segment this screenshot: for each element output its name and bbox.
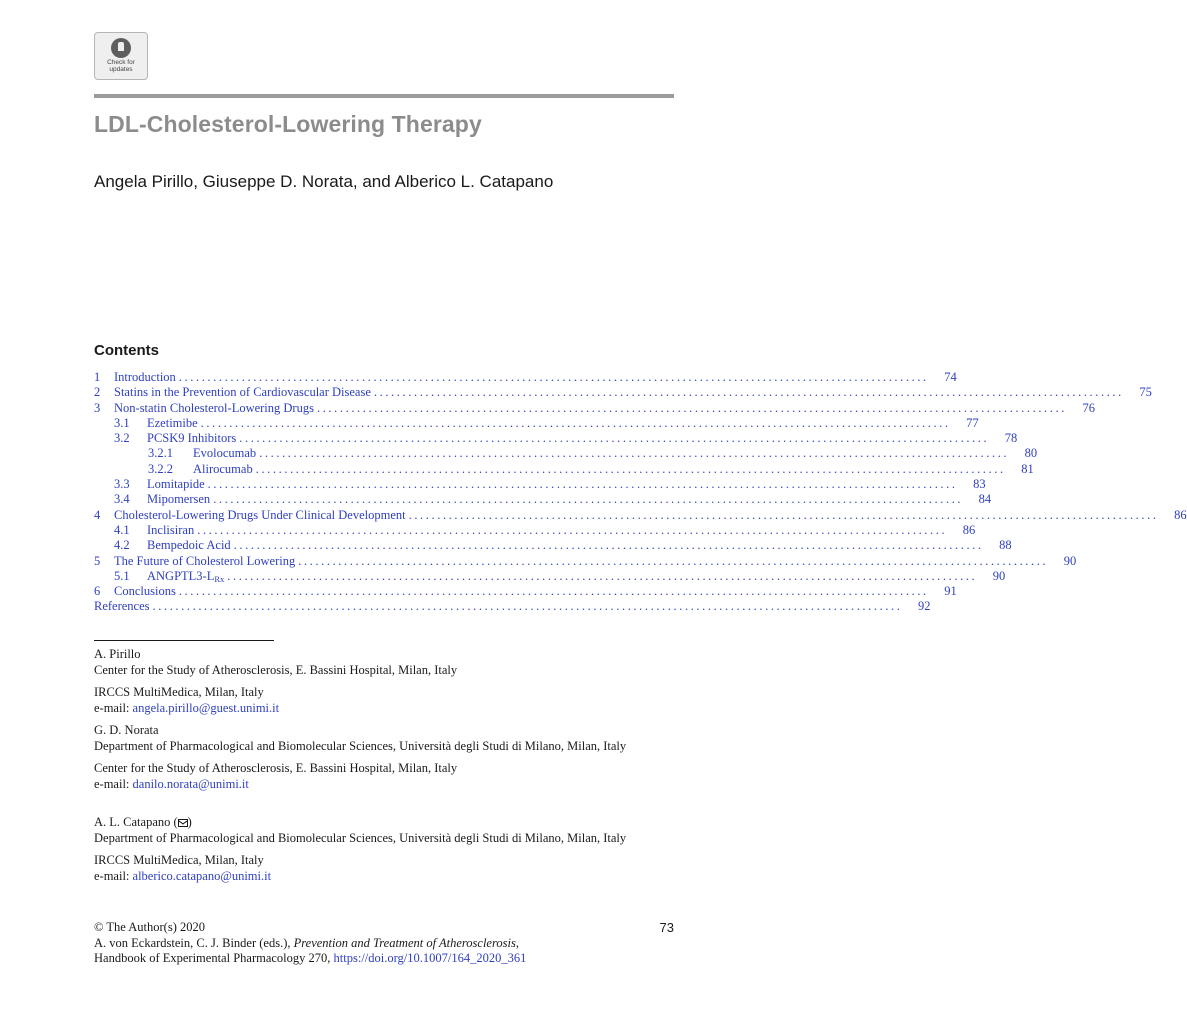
toc-entry-title: Introduction [114, 370, 176, 384]
book-title: Prevention and Treatment of Atherosclerosis [293, 935, 516, 950]
email-link[interactable]: alberico.catapano@unimi.it [132, 868, 272, 883]
email-line [94, 869, 674, 885]
toc-entry-page: 81 [1021, 461, 1034, 476]
toc-leader: ................................................................................................................................... [213, 492, 964, 507]
toc-entry-title: Mipomersen [147, 492, 211, 507]
toc-entry-number: 3.2.1 [148, 446, 173, 461]
toc-entry[interactable] [94, 415, 979, 431]
toc-entry-page: 83 [973, 477, 986, 492]
chapter-title: LDL-Cholesterol-Lowering Therapy [94, 111, 482, 137]
toc-entry[interactable] [94, 461, 1034, 477]
toc-entry-number: 3.3 [114, 477, 130, 492]
affiliation-catapano [94, 815, 674, 884]
toc-entry[interactable] [94, 400, 1095, 416]
toc-leader: ................................................................................................................................... [227, 568, 978, 583]
toc-entry-page: 77 [966, 415, 979, 430]
toc-entry-number: 4.2 [114, 538, 130, 553]
toc-entry[interactable] [94, 446, 1038, 461]
toc-entry-title: Inclisiran [147, 522, 195, 537]
author-name: A. L. Catapano ( [94, 815, 178, 829]
toc-entry-page: 88 [999, 538, 1012, 553]
toc-leader: ................................................................................................................................... [200, 415, 951, 430]
toc-entry-number: 3.2 [114, 431, 130, 446]
author-name: G. D. Norata [94, 723, 159, 737]
series-line [94, 951, 526, 967]
toc-entry-page: 84 [978, 492, 992, 507]
toc-entry-title: Cholesterol-Lowering Drugs Under Clinical Development [114, 507, 406, 522]
toc-entry[interactable] [94, 522, 976, 538]
affiliation-line: IRCCS MultiMedica, Milan, Italy [94, 853, 264, 867]
badge-line-2: updates [109, 66, 133, 73]
toc-leader: ................................................................................................................................... [239, 431, 990, 446]
copyright-line: © The Author(s) 2020 [94, 920, 205, 934]
doi-link[interactable]: https://doi.org/10.1007/164_2020_361 [333, 951, 527, 965]
book-title-comma: , [515, 935, 519, 950]
contents-heading: Contents [94, 342, 159, 359]
toc-entry[interactable] [94, 431, 1018, 446]
toc-entry[interactable] [94, 584, 957, 599]
series: Handbook of Experimental Pharmacology 270, [94, 951, 334, 965]
toc-entry-number: 3.2.2 [148, 461, 173, 476]
toc-entry-page: 90 [992, 568, 1006, 583]
toc-entry-title: The Future of Cholesterol Lowering [114, 553, 296, 568]
affiliation-line: Department of Pharmacological and Biomolecular Sciences, Università degli Studi di Milano, Milan, Italy [94, 738, 627, 753]
affiliation-line: Center for the Study of Atherosclerosis, E. Bassini Hospital, Milan, Italy [94, 662, 458, 677]
footnote-rule [94, 640, 274, 641]
toc-entry[interactable] [94, 599, 931, 614]
affiliation-line: IRCCS MultiMedica, Milan, Italy [94, 685, 264, 699]
toc-entry-number: 3.1 [114, 415, 130, 430]
toc-entry-page: 74 [944, 370, 957, 384]
toc-entry-title: Alirocumab [193, 461, 253, 476]
editors: A. von Eckardstein, C. J. Binder (eds.), [94, 935, 294, 950]
bookmark-icon [111, 38, 131, 58]
toc-entry[interactable] [94, 553, 1077, 569]
toc-entry-number: 4.1 [114, 522, 130, 537]
toc-leader: ................................................................................................................................... [316, 400, 1067, 415]
toc-entry-number: 3.4 [114, 492, 130, 507]
badge-line-1: Check for [107, 59, 135, 66]
toc-entry-title: Conclusions [114, 584, 176, 599]
toc-entry-title: PCSK9 Inhibitors [147, 431, 237, 446]
email-label: e-mail: [94, 776, 133, 791]
toc-entry-page: 76 [1082, 400, 1095, 415]
toc-entry-number: 3 [94, 400, 101, 415]
toc-entry-page: 91 [944, 584, 957, 599]
author-list: Angela Pirillo, Giuseppe D. Norata, and Alberico L. Catapano [94, 172, 554, 191]
title-rule [94, 94, 674, 98]
toc-leader: ................................................................................................................................... [233, 538, 984, 553]
email-label: e-mail: [94, 700, 133, 715]
toc-entry-title-main: ANGPTL3-L [147, 568, 215, 583]
toc-entry[interactable] [94, 477, 986, 492]
toc-entry-number: 2 [94, 385, 101, 400]
toc-entry-number: 4 [94, 507, 101, 522]
email-line [94, 777, 674, 793]
table-of-contents [94, 370, 1187, 615]
toc-entry-number: 1 [94, 370, 101, 384]
affiliation-pirillo [94, 647, 674, 716]
toc-entry[interactable] [94, 370, 957, 385]
toc-entry-title: References [94, 599, 150, 614]
toc-entry-title: Bempedoic Acid [147, 538, 231, 553]
toc-entry-title: Non-statin Cholesterol-Lowering Drugs [114, 400, 314, 415]
toc-leader: ................................................................................................................................... [373, 385, 1124, 400]
affiliation-norata [94, 723, 674, 792]
toc-leader: ................................................................................................................................... [298, 553, 1049, 568]
toc-entry-page: 78 [1004, 431, 1018, 446]
author-name-line [94, 815, 674, 831]
toc-leader: ................................................................................................................................... [207, 477, 958, 492]
email-label: e-mail: [94, 868, 133, 883]
check-for-updates-badge[interactable] [94, 32, 148, 80]
toc-entry-page: 90 [1063, 553, 1077, 568]
author-name: A. Pirillo [94, 647, 141, 661]
toc-entry-title-subscript: Rx [214, 573, 225, 584]
email-link[interactable]: danilo.norata@unimi.it [132, 776, 249, 791]
toc-entry[interactable] [94, 385, 1152, 400]
toc-leader: ................................................................................................................................... [255, 461, 1006, 476]
toc-leader: ................................................................................................................................... [197, 522, 948, 537]
editors-line [94, 936, 526, 952]
email-link[interactable]: angela.pirillo@guest.unimi.it [132, 700, 280, 715]
toc-leader: ................................................................................................................................... [259, 446, 1010, 461]
toc-entry-number: 5.1 [114, 568, 130, 583]
author-name-close: ) [187, 815, 192, 829]
toc-entry[interactable] [94, 507, 1187, 523]
toc-leader: ................................................................................................................................... [152, 599, 903, 614]
toc-entry-page: 75 [1139, 385, 1152, 400]
toc-entry-page: 86 [962, 522, 976, 537]
toc-leader: ................................................................................................................................... [408, 507, 1159, 522]
toc-entry[interactable] [94, 492, 992, 507]
publication-footer [94, 920, 526, 967]
toc-entry[interactable] [94, 568, 1006, 584]
toc-entry-page: 92 [918, 599, 931, 614]
toc-entry[interactable] [94, 538, 1012, 553]
toc-leader: ................................................................................................................................... [178, 370, 929, 384]
toc-entry-number: 6 [94, 584, 101, 599]
toc-entry-number: 5 [94, 553, 101, 568]
affiliation-line: Department of Pharmacological and Biomolecular Sciences, Università degli Studi di Milano, Milan, Italy [94, 830, 627, 845]
page-number: 73 [659, 920, 674, 935]
toc-entry-page: 86 [1174, 507, 1187, 522]
toc-entry-title: Statins in the Prevention of Cardiovascular Disease [114, 385, 371, 400]
email-line [94, 701, 674, 717]
toc-entry-title: Lomitapide [147, 477, 205, 492]
toc-leader: ................................................................................................................................... [178, 584, 929, 599]
toc-entry-page: 80 [1024, 446, 1038, 461]
toc-entry-title: Evolocumab [193, 446, 257, 461]
affiliation-line: Center for the Study of Atherosclerosis, E. Bassini Hospital, Milan, Italy [94, 761, 458, 775]
envelope-icon [178, 819, 188, 827]
toc-entry-title: Ezetimibe [147, 415, 198, 430]
